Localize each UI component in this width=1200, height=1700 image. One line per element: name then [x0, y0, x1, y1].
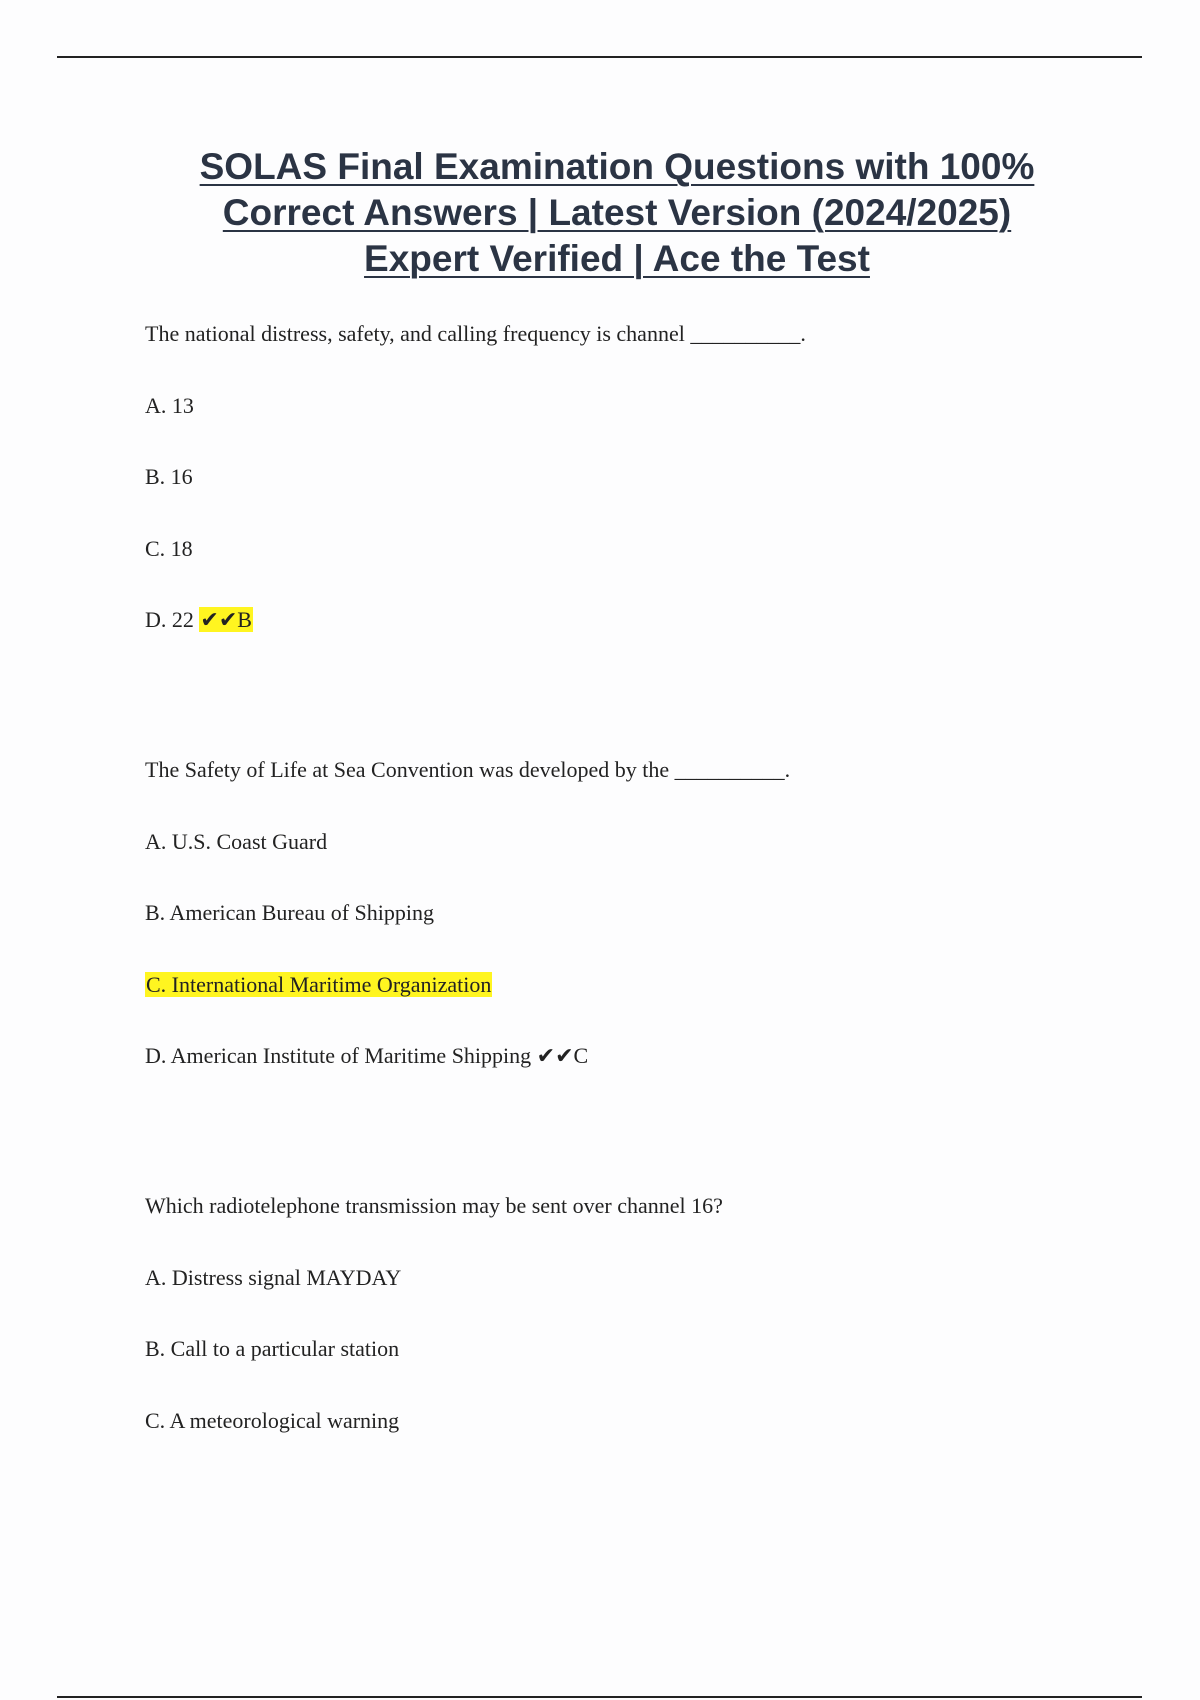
question-2-option-d: [145, 1042, 588, 1070]
question-2-option-d-text: D. American Institute of Maritime Shipping: [145, 1043, 537, 1068]
question-2-option-a: A. U.S. Coast Guard: [145, 829, 328, 854]
bottom-rule: [57, 1696, 1142, 1698]
question-1-prompt: The national distress, safety, and calling frequency is channel __________.: [145, 321, 806, 346]
question-2-option-c: [145, 971, 492, 999]
question-1-option-d: [145, 606, 253, 634]
document-title: [57, 144, 1177, 282]
title-line-1: SOLAS Final Examination Questions with 100%: [199, 146, 1035, 187]
question-1-option-b: B. 16: [145, 464, 193, 489]
question-2-option-c-highlighted: C. International Maritime Organization: [146, 972, 492, 997]
title-line-3: Expert Verified | Ace the Test: [364, 238, 870, 279]
question-2-answer-marker: ✔✔C: [536, 1043, 589, 1068]
title-line-2: Correct Answers | Latest Version (2024/2025): [222, 192, 1012, 233]
question-3-option-a: A. Distress signal MAYDAY: [145, 1265, 402, 1290]
question-1-option-d-text: D. 22: [145, 607, 200, 632]
question-1-option-a: A. 13: [145, 393, 194, 418]
question-1-option-c: C. 18: [145, 536, 193, 561]
question-2-prompt: The Safety of Life at Sea Convention was developed by the __________.: [145, 757, 791, 782]
question-3-prompt: Which radiotelephone transmission may be sent over channel 16?: [145, 1193, 723, 1218]
question-3-option-c: C. A meteorological warning: [145, 1408, 400, 1433]
question-2-option-b: B. American Bureau of Shipping: [145, 900, 435, 925]
top-rule: [57, 56, 1142, 58]
question-1-answer-marker: ✔✔B: [200, 607, 252, 632]
question-3-option-b: B. Call to a particular station: [145, 1336, 400, 1361]
